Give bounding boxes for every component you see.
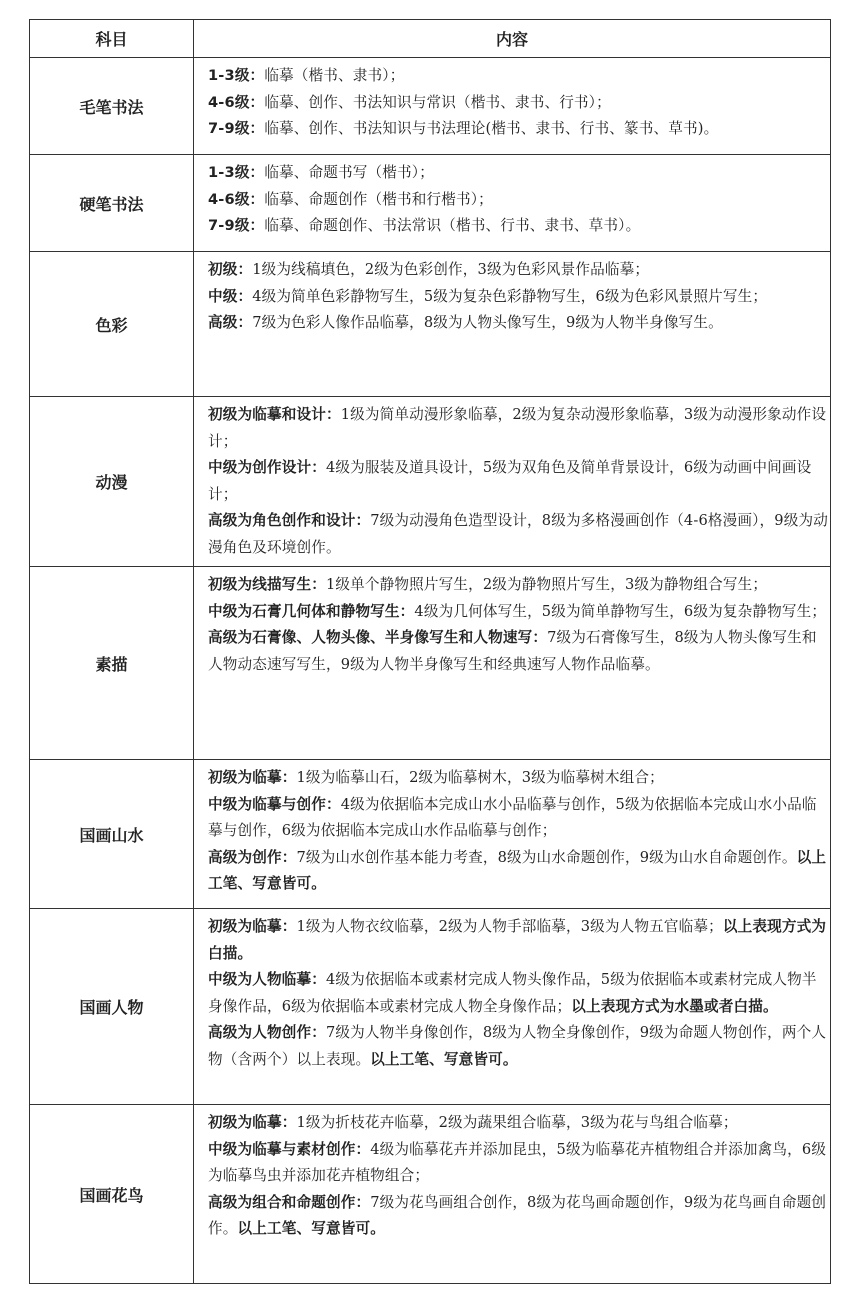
content-cell [194, 760, 831, 909]
level-line [208, 187, 828, 214]
level-label: 中级为人物临摹： [208, 971, 326, 988]
level-label: 高级为创作： [208, 848, 297, 866]
level-description: 临摹（楷书、隶书）； [264, 67, 405, 84]
level-note: 以上表现方式为白描。 [208, 918, 827, 962]
level-description: 7级为人物半身像创作，8级为人物全身像创作，9级为命题人物创作，两个人物（含两个）以上表现。 [208, 1024, 827, 1068]
subject-cell: 动漫 [30, 397, 194, 567]
level-line [208, 90, 828, 117]
level-line [208, 599, 828, 626]
level-description: 临摹、命题创作（楷书和行楷书）； [264, 190, 493, 208]
level-description: 临摹、创作、书法知识与书法理论(楷书、隶书、行书、篆书、草书)。 [264, 120, 719, 137]
level-description: 4级为几何体写生，5级为简单静物写生，6级为复杂静物写生； [414, 602, 827, 620]
level-description: 7级为石膏像写生，8级为人物头像写生和人物动态速写写生，9级为人物半身像写生和经典速写人物作品临摹。 [208, 629, 817, 673]
subject-cell: 硬笔书法 [30, 155, 194, 252]
level-line [208, 284, 828, 311]
table-row [30, 58, 831, 155]
level-line [208, 765, 828, 792]
level-label: 7-9级： [208, 120, 265, 137]
level-description: 4级为服装及道具设计，5级为双角色及简单背景设计，6级为动画中间画设计； [208, 459, 812, 503]
level-description: 7级为花鸟画组合创作，8级为花鸟画命题创作，9级为花鸟画自命题创作。 [208, 1193, 827, 1237]
level-description: 1级为简单动漫形象临摹，2级为复杂动漫形象临摹，3级为动漫形象动作设计； [208, 406, 827, 450]
level-label: 高级： [208, 314, 253, 331]
level-note: 以上工笔、写意皆可。 [237, 1220, 385, 1237]
content-cell [194, 909, 831, 1105]
level-note: 以上表现方式为水墨或者白描。 [571, 997, 778, 1015]
level-label: 高级为石膏像、人物头像、半身像写生和人物速写： [208, 629, 548, 646]
level-line [208, 1137, 828, 1190]
level-description: 1级为折枝花卉临摹，2级为蔬果组合临摹，3级为花与鸟组合临摹； [296, 1114, 738, 1131]
level-description: 1级为人物衣纹临摹，2级为人物手部临摹，3级为人物五官临摹； [296, 918, 723, 935]
content-cell [194, 397, 831, 567]
level-label: 1-3级： [208, 164, 265, 181]
level-line [208, 310, 828, 337]
table-row [30, 760, 831, 909]
header-subject: 科目 [30, 20, 194, 58]
content-cell [194, 155, 831, 252]
level-label: 高级为人物创作： [208, 1024, 326, 1041]
table-row [30, 567, 831, 760]
level-line [208, 455, 828, 508]
level-label: 中级： [208, 287, 253, 305]
level-line [208, 116, 828, 143]
level-line [208, 402, 828, 455]
level-description: 1级为线稿填色，2级为色彩创作，3级为色彩风景作品临摹； [252, 261, 650, 278]
level-description: 4级为临摹花卉并添加昆虫，5级为临摹花卉植物组合并添加禽鸟，6级为临摹鸟虫并添加花卉植物组合； [208, 1140, 827, 1184]
level-line [208, 967, 828, 1020]
level-label: 7-9级： [208, 217, 265, 234]
level-line [208, 845, 828, 898]
subject-cell: 国画山水 [30, 760, 194, 909]
subject-cell: 国画人物 [30, 909, 194, 1105]
subject-cell: 国画花鸟 [30, 1105, 194, 1284]
level-label: 初级为临摹： [208, 918, 297, 935]
content-cell [194, 58, 831, 155]
level-line [208, 1190, 828, 1243]
level-label: 4-6级： [208, 190, 265, 208]
level-line [208, 257, 828, 284]
subject-cell: 毛笔书法 [30, 58, 194, 155]
level-description: 7级为动漫角色造型设计，8级为多格漫画创作（4-6格漫画），9级为动漫角色及环境创作。 [208, 512, 828, 556]
level-line [208, 1020, 828, 1073]
level-label: 初级为临摹和设计： [208, 406, 341, 423]
level-line [208, 63, 828, 90]
level-label: 中级为临摹与素材创作： [208, 1140, 371, 1158]
level-label: 4-6级： [208, 93, 265, 111]
level-description: 4级为依据临本或素材完成人物头像作品，5级为依据临本或素材完成人物半身像作品，6级为依据临本或素材完成人物全身像作品； [208, 971, 817, 1015]
subject-cell: 色彩 [30, 252, 194, 397]
level-description: 7级为色彩人像作品临摹，8级为人物头像写生，9级为人物半身像写生。 [252, 314, 723, 331]
level-label: 初级为临摹： [208, 1114, 297, 1131]
level-note: 以上工笔、写意皆可。 [208, 848, 827, 892]
level-line [208, 572, 828, 599]
level-line [208, 160, 828, 187]
level-label: 中级为临摹与创作： [208, 795, 341, 813]
level-label: 中级为石膏几何体和静物写生： [208, 602, 415, 620]
level-line [208, 625, 828, 678]
level-description: 临摹、命题创作、书法常识（楷书、行书、隶书、草书）。 [264, 217, 641, 234]
table-row [30, 909, 831, 1105]
level-label: 初级为临摹： [208, 769, 297, 786]
level-description: 1级单个静物照片写生，2级为静物照片写生，3级为静物组合写生； [325, 576, 768, 593]
exam-content-table [29, 19, 831, 1284]
level-note: 以上工笔、写意皆可。 [370, 1050, 518, 1068]
table-row [30, 397, 831, 567]
subject-cell: 素描 [30, 567, 194, 760]
level-label: 1-3级： [208, 67, 265, 84]
level-line [208, 792, 828, 845]
level-description: 1级为临摹山石，2级为临摹树木，3级为临摹树木组合； [296, 769, 664, 786]
level-label: 初级： [208, 261, 253, 278]
level-description: 4级为依据临本完成山水小品临摹与创作，5级为依据临本完成山水小品临摹与创作，6级为依据临本完成山水作品临摹与创作； [208, 795, 817, 839]
table-row [30, 252, 831, 397]
content-cell [194, 1105, 831, 1284]
content-cell [194, 567, 831, 760]
table-row [30, 1105, 831, 1284]
level-line [208, 508, 828, 561]
level-description: 临摹、创作、书法知识与常识（楷书、隶书、行书）； [264, 93, 611, 111]
level-line [208, 914, 828, 967]
level-line [208, 1110, 828, 1137]
header-content: 内容 [194, 20, 831, 58]
level-description: 7级为山水创作基本能力考查，8级为山水命题创作，9级为山水自命题创作。 [296, 848, 797, 866]
table-row [30, 155, 831, 252]
level-description: 临摹、命题书写（楷书）； [264, 164, 434, 181]
level-label: 高级为角色创作和设计： [208, 512, 371, 529]
level-description: 4级为简单色彩静物写生，5级为复杂色彩静物写生，6级为色彩风景照片写生； [252, 287, 768, 305]
level-line [208, 213, 828, 240]
level-label: 中级为创作设计： [208, 459, 326, 476]
content-cell [194, 252, 831, 397]
level-label: 高级为组合和命题创作： [208, 1193, 371, 1211]
table-header-row [30, 20, 831, 58]
level-label: 初级为线描写生： [208, 576, 326, 593]
